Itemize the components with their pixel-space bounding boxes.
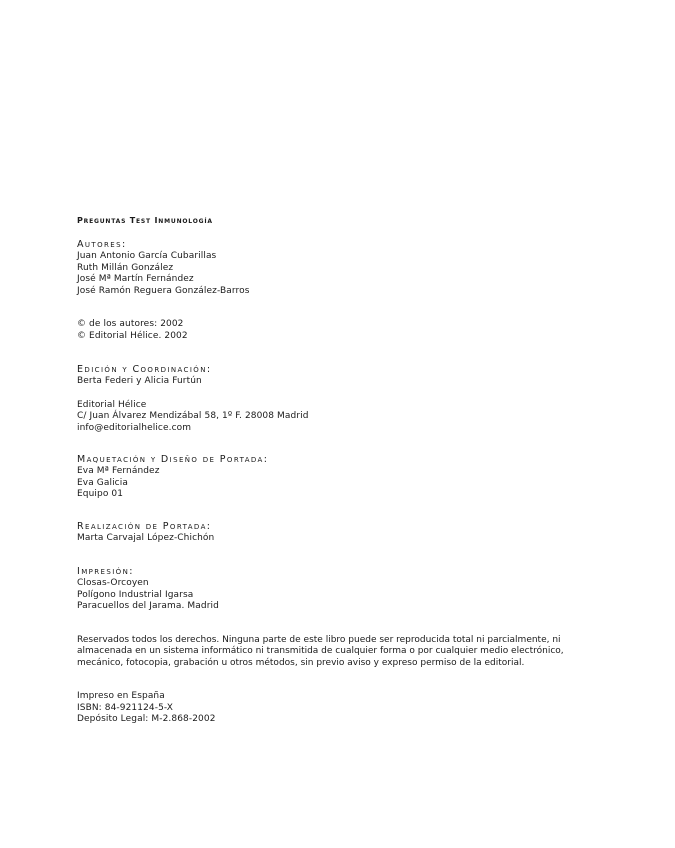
authors-heading: Autores: <box>77 239 127 250</box>
copyright-section <box>77 319 607 342</box>
imprint-section <box>77 691 607 726</box>
rights-section <box>77 635 607 670</box>
publisher-line: C/ Juan Álvarez Mendizábal 58, 1º F. 28008 Madrid <box>77 411 309 421</box>
author-name: Juan Antonio García Cubarillas <box>77 251 217 261</box>
author-name: Ruth Millán González <box>77 262 174 273</box>
publisher-section <box>77 400 607 435</box>
imprint-line: Impreso en España <box>77 691 165 701</box>
copyright-page <box>77 216 607 726</box>
printing-section <box>77 566 607 613</box>
copyright-line: © Editorial Hélice. 2002 <box>77 330 188 341</box>
printer-line: Closas-Orcoyen <box>77 578 149 588</box>
designer-name: Eva Mª Fernández <box>77 466 160 476</box>
legal-deposit-line: Depósito Legal: M-2.868-2002 <box>77 714 216 724</box>
cover-heading: Realización de Portada: <box>77 520 212 532</box>
edition-section <box>77 364 607 388</box>
publisher-email: info@editorialhelice.com <box>77 422 192 433</box>
edition-name: Berta Federi y Alicia Furtún <box>77 376 202 386</box>
layout-design-heading: Maquetación y Diseño de Portada: <box>77 454 269 465</box>
author-name: José Mª Martín Fernández <box>77 274 194 284</box>
copyright-line: © de los autores: 2002 <box>77 319 184 329</box>
printer-line: Polígono Industrial Igarsa <box>77 589 194 600</box>
rights-paragraph: Reservados todos los derechos. Ninguna parte de este libro puede ser reproducida total ni parcialmente, ni almacenada en un sistema informático ni transmitida de cualquier forma o por cualquier medio electrónico, mecánico, fotocopia, grabación u otros métodos, sin previo aviso y expreso permiso de la editorial. <box>77 634 564 668</box>
book-title: Preguntas Test Inmunología <box>77 216 213 225</box>
designer-name: Eva Galicia <box>77 477 128 488</box>
publisher-line: Editorial Hélice <box>77 399 147 410</box>
printing-heading: Impresión: <box>77 566 134 577</box>
designer-name: Equipo 01 <box>77 489 124 499</box>
edition-heading: Edición y Coordinación: <box>77 364 212 375</box>
printer-line: Paracuellos del Jarama. Madrid <box>77 601 219 611</box>
layout-design-section <box>77 454 607 501</box>
author-name: José Ramón Reguera González-Barros <box>77 285 250 296</box>
cover-section <box>77 521 607 545</box>
cover-name: Marta Carvajal López-Chichón <box>77 532 215 543</box>
isbn-line: ISBN: 84-921124-5-X <box>77 702 174 713</box>
authors-section <box>77 239 607 297</box>
